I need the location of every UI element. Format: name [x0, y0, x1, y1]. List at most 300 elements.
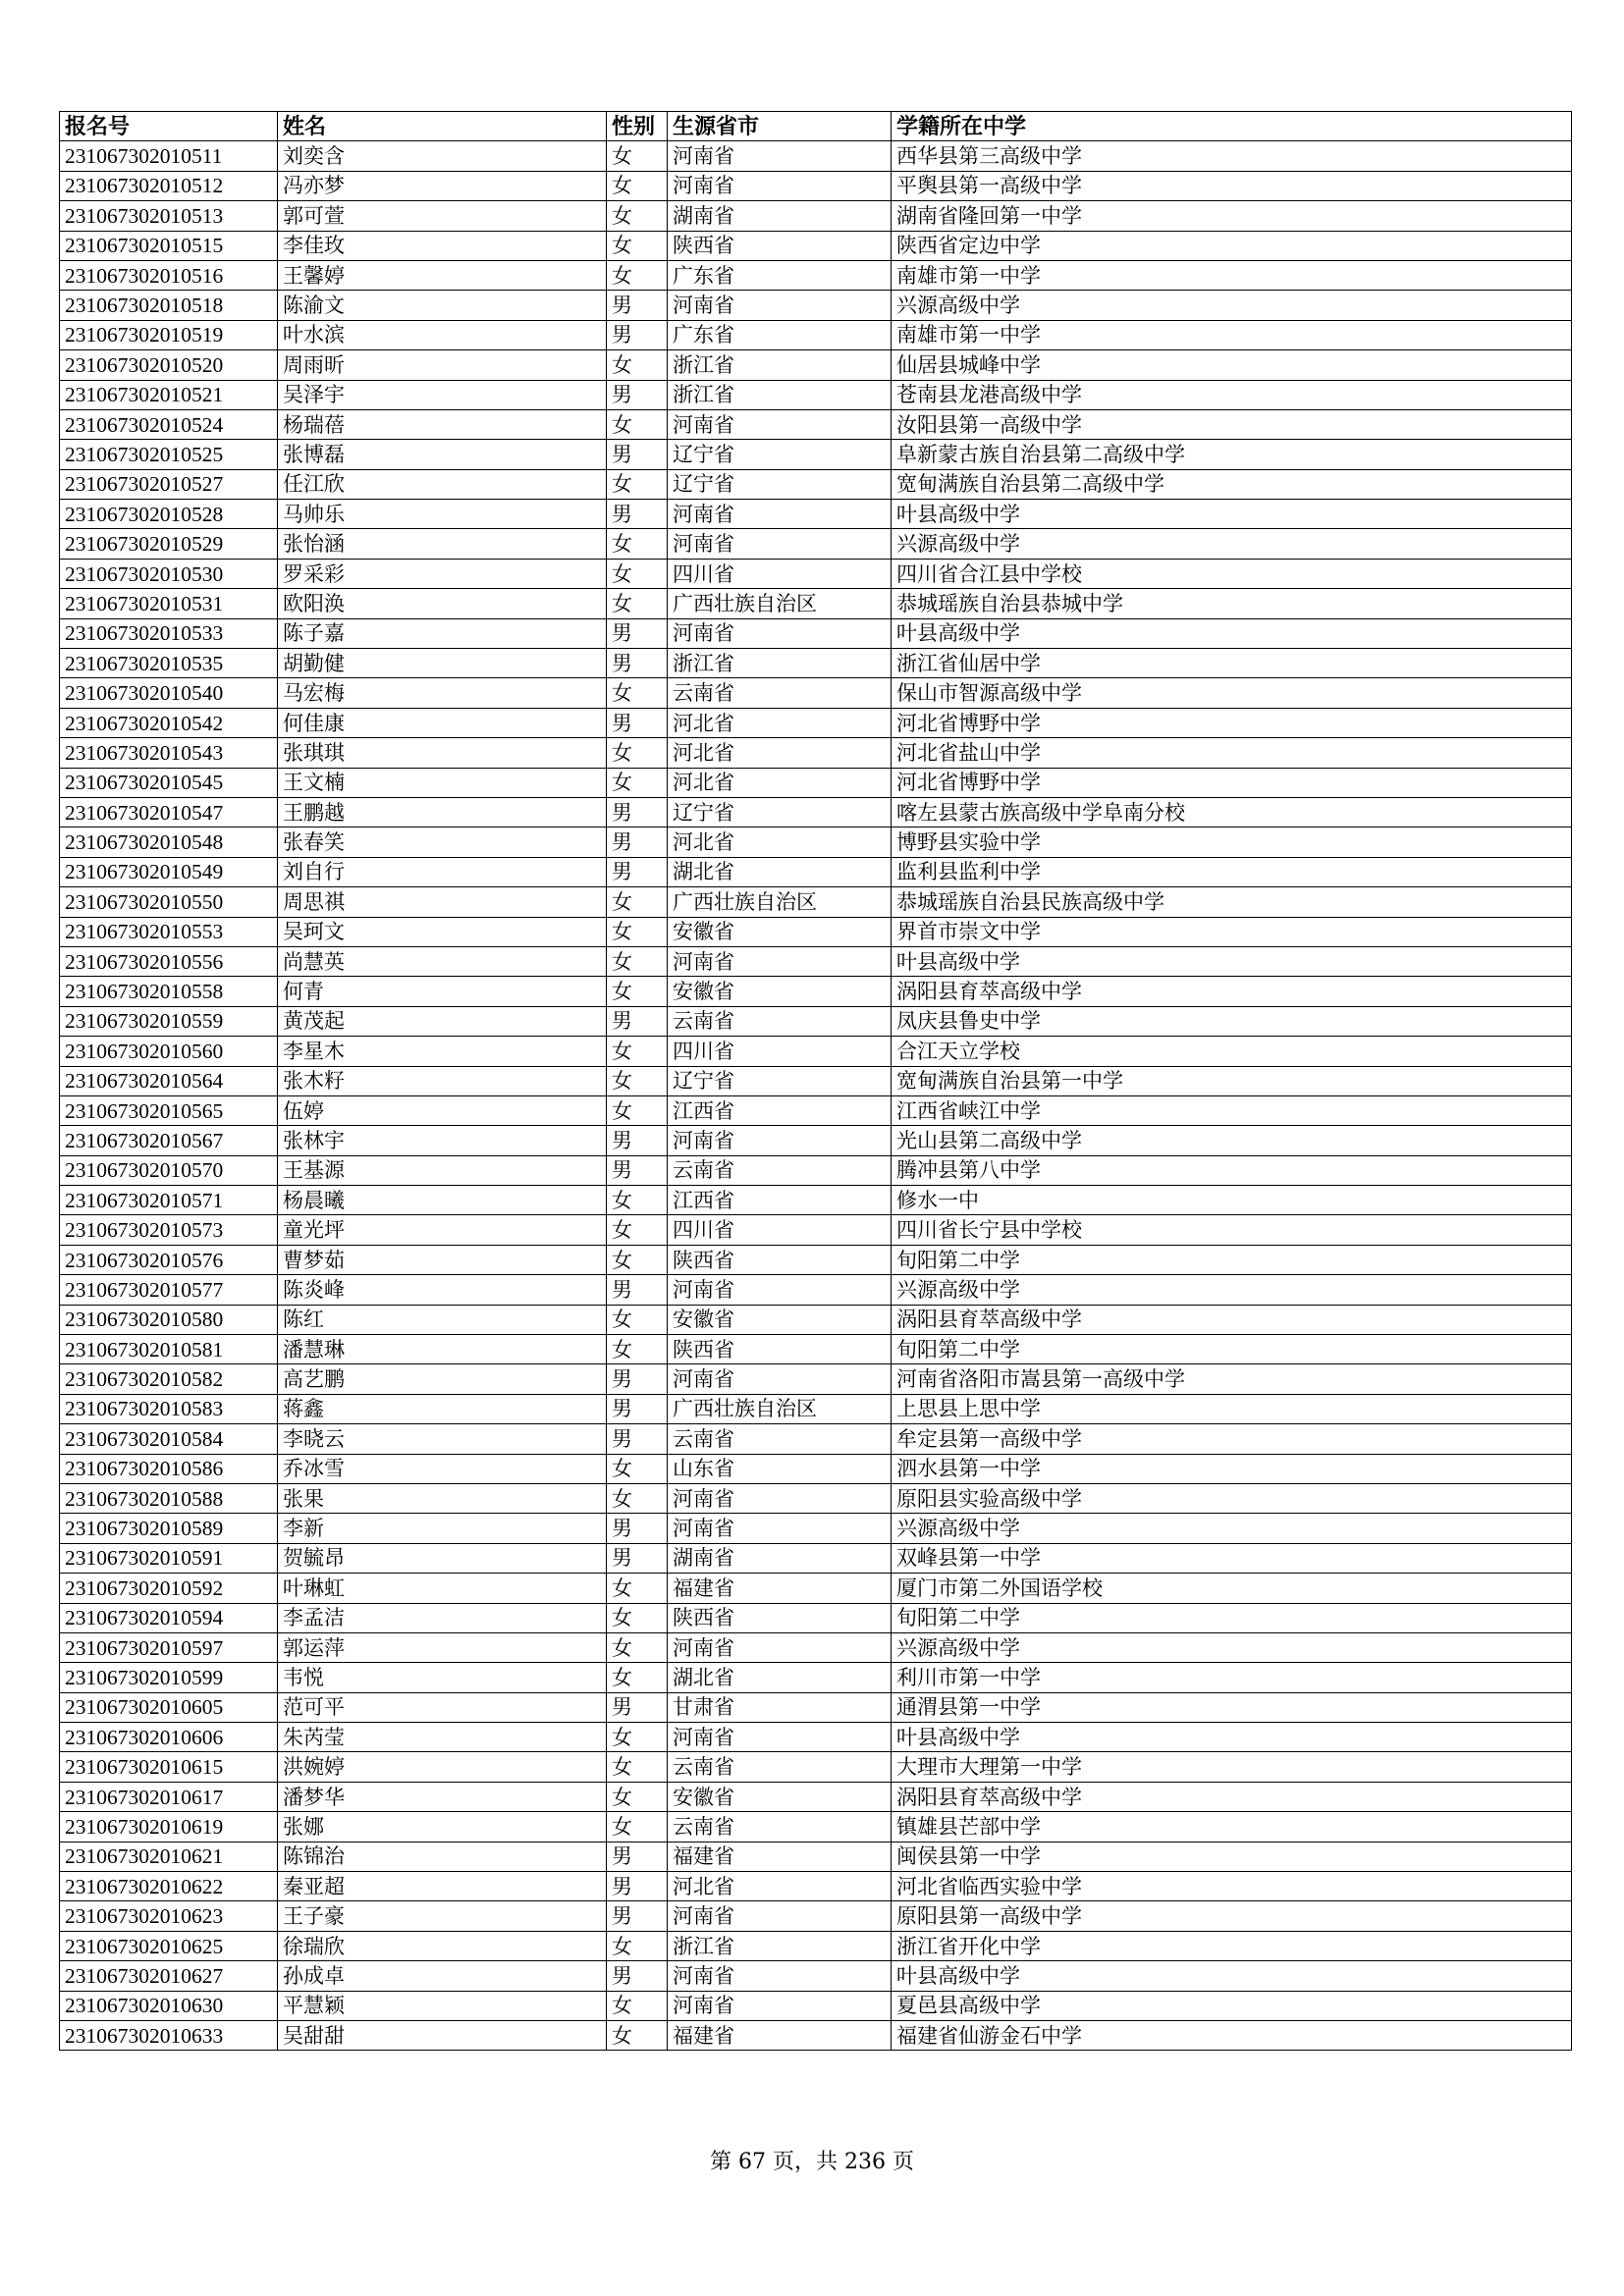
cell-registration-number: 231067302010573	[60, 1215, 278, 1245]
cell-name: 孙成卓	[278, 1961, 607, 1991]
cell-school: 上思县上思中学	[892, 1394, 1572, 1423]
table-row	[60, 201, 1572, 231]
cell-gender: 女	[607, 946, 668, 976]
cell-origin-province: 浙江省	[668, 649, 892, 678]
cell-name: 李孟洁	[278, 1603, 607, 1632]
cell-gender: 女	[607, 1215, 668, 1245]
cell-gender: 女	[607, 678, 668, 708]
cell-origin-province: 云南省	[668, 1006, 892, 1036]
cell-name: 周思祺	[278, 887, 607, 917]
cell-name: 冯亦梦	[278, 171, 607, 200]
table-row	[60, 1006, 1572, 1036]
cell-origin-province: 河南省	[668, 409, 892, 439]
cell-school: 保山市智源高级中学	[892, 678, 1572, 708]
cell-school: 汝阳县第一高级中学	[892, 409, 1572, 439]
table-row	[60, 649, 1572, 678]
table-row	[60, 1454, 1572, 1483]
cell-origin-province: 广东省	[668, 260, 892, 290]
table-row	[60, 857, 1572, 886]
cell-name: 胡勤健	[278, 649, 607, 678]
cell-registration-number: 231067302010606	[60, 1723, 278, 1752]
cell-school: 原阳县实验高级中学	[892, 1483, 1572, 1513]
cell-registration-number: 231067302010518	[60, 291, 278, 320]
table-row	[60, 1305, 1572, 1334]
cell-school: 宽甸满族自治县第一中学	[892, 1066, 1572, 1095]
cell-name: 潘梦华	[278, 1782, 607, 1811]
cell-registration-number: 231067302010581	[60, 1335, 278, 1364]
cell-school: 涡阳县育萃高级中学	[892, 977, 1572, 1006]
cell-gender: 女	[607, 1632, 668, 1662]
cell-school: 涡阳县育萃高级中学	[892, 1305, 1572, 1334]
cell-name: 张春笑	[278, 828, 607, 857]
cell-registration-number: 231067302010558	[60, 977, 278, 1006]
cell-origin-province: 云南省	[668, 1812, 892, 1842]
cell-school: 湖南省隆回第一中学	[892, 201, 1572, 231]
cell-gender: 男	[607, 380, 668, 409]
cell-school: 腾冲县第八中学	[892, 1155, 1572, 1185]
cell-origin-province: 辽宁省	[668, 469, 892, 499]
cell-registration-number: 231067302010525	[60, 440, 278, 469]
cell-gender: 女	[607, 1991, 668, 2020]
cell-name: 王鹏越	[278, 797, 607, 827]
cell-registration-number: 231067302010633	[60, 2021, 278, 2051]
cell-origin-province: 河南省	[668, 618, 892, 648]
cell-name: 李晓云	[278, 1424, 607, 1454]
cell-school: 凤庆县鲁史中学	[892, 1006, 1572, 1036]
cell-name: 叶琳虹	[278, 1574, 607, 1603]
cell-name: 王馨婷	[278, 260, 607, 290]
cell-registration-number: 231067302010550	[60, 887, 278, 917]
cell-origin-province: 广西壮族自治区	[668, 1394, 892, 1423]
cell-origin-province: 安徽省	[668, 917, 892, 946]
table-row	[60, 1514, 1572, 1543]
cell-registration-number: 231067302010570	[60, 1155, 278, 1185]
cell-school: 利川市第一中学	[892, 1663, 1572, 1692]
table-row	[60, 1574, 1572, 1603]
cell-name: 吴甜甜	[278, 2021, 607, 2051]
header-origin-province: 生源省市	[668, 112, 892, 141]
cell-school: 厦门市第二外国语学校	[892, 1574, 1572, 1603]
cell-school: 原阳县第一高级中学	[892, 1901, 1572, 1931]
cell-name: 周雨昕	[278, 350, 607, 380]
cell-gender: 女	[607, 1603, 668, 1632]
cell-registration-number: 231067302010519	[60, 320, 278, 349]
cell-origin-province: 浙江省	[668, 380, 892, 409]
cell-registration-number: 231067302010619	[60, 1812, 278, 1842]
cell-origin-province: 河南省	[668, 946, 892, 976]
cell-name: 王子豪	[278, 1901, 607, 1931]
cell-school: 浙江省开化中学	[892, 1931, 1572, 1960]
cell-gender: 男	[607, 649, 668, 678]
cell-origin-province: 河南省	[668, 1126, 892, 1155]
cell-registration-number: 231067302010627	[60, 1961, 278, 1991]
cell-gender: 女	[607, 469, 668, 499]
cell-name: 王基源	[278, 1155, 607, 1185]
cell-name: 叶水滨	[278, 320, 607, 349]
cell-origin-province: 河南省	[668, 1632, 892, 1662]
cell-name: 陈锦治	[278, 1842, 607, 1871]
cell-school: 浙江省仙居中学	[892, 649, 1572, 678]
cell-name: 陈炎峰	[278, 1275, 607, 1305]
cell-name: 朱芮莹	[278, 1723, 607, 1752]
table-row	[60, 1394, 1572, 1423]
cell-gender: 男	[607, 618, 668, 648]
cell-registration-number: 231067302010622	[60, 1872, 278, 1901]
table-row	[60, 1245, 1572, 1274]
cell-name: 王文楠	[278, 768, 607, 797]
cell-name: 陈红	[278, 1305, 607, 1334]
cell-school: 双峰县第一中学	[892, 1543, 1572, 1573]
cell-school: 河北省盐山中学	[892, 738, 1572, 768]
table-row	[60, 1126, 1572, 1155]
cell-origin-province: 河北省	[668, 738, 892, 768]
cell-gender: 男	[607, 1006, 668, 1036]
cell-name: 贺毓昂	[278, 1543, 607, 1573]
cell-school: 叶县高级中学	[892, 618, 1572, 648]
cell-gender: 男	[607, 320, 668, 349]
cell-gender: 男	[607, 828, 668, 857]
cell-origin-province: 福建省	[668, 1574, 892, 1603]
cell-origin-province: 河南省	[668, 500, 892, 529]
cell-registration-number: 231067302010531	[60, 589, 278, 618]
cell-origin-province: 广西壮族自治区	[668, 887, 892, 917]
table-row	[60, 529, 1572, 559]
cell-registration-number: 231067302010545	[60, 768, 278, 797]
cell-gender: 男	[607, 1842, 668, 1871]
cell-school: 叶县高级中学	[892, 500, 1572, 529]
table-row	[60, 1663, 1572, 1692]
cell-origin-province: 四川省	[668, 559, 892, 588]
cell-registration-number: 231067302010583	[60, 1394, 278, 1423]
cell-name: 韦悦	[278, 1663, 607, 1692]
table-row	[60, 1752, 1572, 1782]
cell-registration-number: 231067302010599	[60, 1663, 278, 1692]
cell-gender: 女	[607, 141, 668, 171]
cell-origin-province: 福建省	[668, 2021, 892, 2051]
cell-gender: 男	[607, 708, 668, 737]
table-header-row	[60, 112, 1572, 141]
cell-gender: 女	[607, 1931, 668, 1960]
cell-origin-province: 四川省	[668, 1037, 892, 1066]
cell-registration-number: 231067302010515	[60, 231, 278, 260]
table-row	[60, 1066, 1572, 1095]
cell-gender: 女	[607, 1335, 668, 1364]
cell-gender: 女	[607, 917, 668, 946]
table-row	[60, 1186, 1572, 1215]
table-row	[60, 1782, 1572, 1811]
cell-school: 河北省博野中学	[892, 708, 1572, 737]
cell-registration-number: 231067302010556	[60, 946, 278, 976]
cell-registration-number: 231067302010567	[60, 1126, 278, 1155]
cell-registration-number: 231067302010582	[60, 1364, 278, 1394]
cell-school: 牟定县第一高级中学	[892, 1424, 1572, 1454]
cell-name: 张怡涵	[278, 529, 607, 559]
cell-name: 徐瑞欣	[278, 1931, 607, 1960]
cell-gender: 男	[607, 500, 668, 529]
cell-name: 伍婷	[278, 1095, 607, 1125]
cell-registration-number: 231067302010571	[60, 1186, 278, 1215]
cell-school: 河北省临西实验中学	[892, 1872, 1572, 1901]
cell-school: 夏邑县高级中学	[892, 1991, 1572, 2020]
cell-gender: 男	[607, 1155, 668, 1185]
header-gender: 性别	[607, 112, 668, 141]
cell-school: 闽侯县第一中学	[892, 1842, 1572, 1871]
cell-gender: 女	[607, 1752, 668, 1782]
cell-gender: 女	[607, 409, 668, 439]
table-row	[60, 141, 1572, 171]
cell-origin-province: 云南省	[668, 1155, 892, 1185]
cell-registration-number: 231067302010547	[60, 797, 278, 827]
cell-school: 平舆县第一高级中学	[892, 171, 1572, 200]
cell-name: 秦亚超	[278, 1872, 607, 1901]
cell-gender: 女	[607, 1723, 668, 1752]
cell-registration-number: 231067302010542	[60, 708, 278, 737]
cell-school: 兴源高级中学	[892, 1632, 1572, 1662]
cell-gender: 女	[607, 1245, 668, 1274]
cell-school: 兴源高级中学	[892, 1514, 1572, 1543]
cell-school: 河南省洛阳市嵩县第一高级中学	[892, 1364, 1572, 1394]
cell-name: 高艺鹏	[278, 1364, 607, 1394]
cell-name: 平慧颖	[278, 1991, 607, 2020]
table-row	[60, 1275, 1572, 1305]
cell-registration-number: 231067302010512	[60, 171, 278, 200]
cell-origin-province: 河南省	[668, 1901, 892, 1931]
table-row	[60, 946, 1572, 976]
table-row	[60, 708, 1572, 737]
cell-origin-province: 河南省	[668, 1961, 892, 1991]
cell-school: 博野县实验中学	[892, 828, 1572, 857]
table-row	[60, 1543, 1572, 1573]
table-row	[60, 917, 1572, 946]
cell-name: 何青	[278, 977, 607, 1006]
cell-school: 光山县第二高级中学	[892, 1126, 1572, 1155]
cell-origin-province: 江西省	[668, 1186, 892, 1215]
cell-school: 兴源高级中学	[892, 529, 1572, 559]
cell-gender: 女	[607, 1782, 668, 1811]
cell-school: 通渭县第一中学	[892, 1692, 1572, 1722]
table-row	[60, 171, 1572, 200]
cell-origin-province: 河北省	[668, 768, 892, 797]
table-row	[60, 1723, 1572, 1752]
cell-name: 黄茂起	[278, 1006, 607, 1036]
cell-registration-number: 231067302010605	[60, 1692, 278, 1722]
table-row	[60, 2021, 1572, 2051]
cell-registration-number: 231067302010527	[60, 469, 278, 499]
cell-registration-number: 231067302010553	[60, 917, 278, 946]
table-row	[60, 231, 1572, 260]
cell-registration-number: 231067302010521	[60, 380, 278, 409]
cell-name: 杨晨曦	[278, 1186, 607, 1215]
cell-origin-province: 湖南省	[668, 201, 892, 231]
cell-origin-province: 陕西省	[668, 1335, 892, 1364]
header-school: 学籍所在中学	[892, 112, 1572, 141]
cell-origin-province: 安徽省	[668, 977, 892, 1006]
cell-registration-number: 231067302010564	[60, 1066, 278, 1095]
cell-origin-province: 四川省	[668, 1215, 892, 1245]
cell-origin-province: 甘肃省	[668, 1692, 892, 1722]
table-row	[60, 1155, 1572, 1185]
cell-registration-number: 231067302010530	[60, 559, 278, 588]
cell-registration-number: 231067302010524	[60, 409, 278, 439]
cell-name: 童光坪	[278, 1215, 607, 1245]
cell-gender: 男	[607, 1275, 668, 1305]
cell-school: 苍南县龙港高级中学	[892, 380, 1572, 409]
cell-gender: 女	[607, 1812, 668, 1842]
table-row	[60, 618, 1572, 648]
table-row	[60, 469, 1572, 499]
cell-name: 乔冰雪	[278, 1454, 607, 1483]
cell-registration-number: 231067302010625	[60, 1931, 278, 1960]
cell-name: 张林宇	[278, 1126, 607, 1155]
cell-origin-province: 山东省	[668, 1454, 892, 1483]
cell-school: 西华县第三高级中学	[892, 141, 1572, 171]
cell-gender: 女	[607, 1454, 668, 1483]
table-row	[60, 1364, 1572, 1394]
cell-name: 曹梦茹	[278, 1245, 607, 1274]
cell-gender: 女	[607, 201, 668, 231]
cell-registration-number: 231067302010511	[60, 141, 278, 171]
cell-gender: 女	[607, 1095, 668, 1125]
cell-origin-province: 河南省	[668, 529, 892, 559]
cell-gender: 男	[607, 1543, 668, 1573]
cell-school: 镇雄县芒部中学	[892, 1812, 1572, 1842]
cell-registration-number: 231067302010623	[60, 1901, 278, 1931]
cell-origin-province: 河南省	[668, 291, 892, 320]
cell-registration-number: 231067302010533	[60, 618, 278, 648]
cell-name: 陈子嘉	[278, 618, 607, 648]
cell-origin-province: 河南省	[668, 1364, 892, 1394]
cell-registration-number: 231067302010615	[60, 1752, 278, 1782]
cell-origin-province: 安徽省	[668, 1782, 892, 1811]
cell-origin-province: 安徽省	[668, 1305, 892, 1334]
cell-gender: 女	[607, 2021, 668, 2051]
cell-registration-number: 231067302010576	[60, 1245, 278, 1274]
cell-origin-province: 辽宁省	[668, 440, 892, 469]
table-row	[60, 887, 1572, 917]
table-row	[60, 977, 1572, 1006]
table-row	[60, 1632, 1572, 1662]
table-body	[60, 141, 1572, 2051]
cell-name: 李星木	[278, 1037, 607, 1066]
cell-gender: 女	[607, 529, 668, 559]
cell-origin-province: 河南省	[668, 1514, 892, 1543]
cell-registration-number: 231067302010591	[60, 1543, 278, 1573]
cell-gender: 男	[607, 440, 668, 469]
cell-origin-province: 广东省	[668, 320, 892, 349]
cell-registration-number: 231067302010586	[60, 1454, 278, 1483]
cell-gender: 女	[607, 1037, 668, 1066]
table-row	[60, 678, 1572, 708]
cell-origin-province: 湖南省	[668, 1543, 892, 1573]
cell-school: 喀左县蒙古族高级中学阜南分校	[892, 797, 1572, 827]
cell-origin-province: 福建省	[668, 1842, 892, 1871]
cell-gender: 女	[607, 1483, 668, 1513]
cell-gender: 女	[607, 260, 668, 290]
cell-registration-number: 231067302010584	[60, 1424, 278, 1454]
table-row	[60, 828, 1572, 857]
cell-school: 江西省峡江中学	[892, 1095, 1572, 1125]
cell-origin-province: 浙江省	[668, 350, 892, 380]
cell-registration-number: 231067302010592	[60, 1574, 278, 1603]
cell-gender: 女	[607, 977, 668, 1006]
cell-registration-number: 231067302010589	[60, 1514, 278, 1543]
cell-gender: 女	[607, 1663, 668, 1692]
cell-origin-province: 陕西省	[668, 1603, 892, 1632]
table-row	[60, 768, 1572, 797]
table-row	[60, 797, 1572, 827]
cell-gender: 男	[607, 1364, 668, 1394]
cell-school: 合江天立学校	[892, 1037, 1572, 1066]
cell-origin-province: 云南省	[668, 1424, 892, 1454]
cell-name: 刘自行	[278, 857, 607, 886]
cell-origin-province: 湖北省	[668, 857, 892, 886]
cell-registration-number: 231067302010617	[60, 1782, 278, 1811]
page-number: 第 67 页，共 236 页	[710, 2150, 914, 2174]
cell-gender: 男	[607, 1394, 668, 1423]
cell-registration-number: 231067302010516	[60, 260, 278, 290]
table-row	[60, 320, 1572, 349]
table-row	[60, 1812, 1572, 1842]
cell-registration-number: 231067302010543	[60, 738, 278, 768]
cell-origin-province: 河南省	[668, 1723, 892, 1752]
cell-school: 南雄市第一中学	[892, 260, 1572, 290]
cell-origin-province: 浙江省	[668, 1931, 892, 1960]
cell-name: 张娜	[278, 1812, 607, 1842]
cell-gender: 男	[607, 1961, 668, 1991]
cell-school: 旬阳第二中学	[892, 1603, 1572, 1632]
cell-school: 河北省博野中学	[892, 768, 1572, 797]
table-row	[60, 1483, 1572, 1513]
table-row	[60, 589, 1572, 618]
cell-registration-number: 231067302010597	[60, 1632, 278, 1662]
table-row	[60, 559, 1572, 588]
cell-gender: 男	[607, 1872, 668, 1901]
cell-name: 吴珂文	[278, 917, 607, 946]
roster-table	[59, 111, 1572, 2051]
cell-registration-number: 231067302010560	[60, 1037, 278, 1066]
cell-gender: 男	[607, 1126, 668, 1155]
cell-registration-number: 231067302010528	[60, 500, 278, 529]
cell-registration-number: 231067302010540	[60, 678, 278, 708]
cell-name: 洪婉婷	[278, 1752, 607, 1782]
table-row	[60, 1901, 1572, 1931]
table-row	[60, 260, 1572, 290]
cell-name: 郭可萱	[278, 201, 607, 231]
cell-gender: 男	[607, 1901, 668, 1931]
table-row	[60, 1424, 1572, 1454]
header-name: 姓名	[278, 112, 607, 141]
cell-name: 马帅乐	[278, 500, 607, 529]
table-row	[60, 1872, 1572, 1901]
cell-school: 旬阳第二中学	[892, 1245, 1572, 1274]
cell-name: 李佳玫	[278, 231, 607, 260]
cell-origin-province: 湖北省	[668, 1663, 892, 1692]
cell-origin-province: 河南省	[668, 171, 892, 200]
cell-registration-number: 231067302010621	[60, 1842, 278, 1871]
table-row	[60, 380, 1572, 409]
cell-name: 何佳康	[278, 708, 607, 737]
cell-gender: 男	[607, 857, 668, 886]
cell-origin-province: 河南省	[668, 141, 892, 171]
cell-school: 仙居县城峰中学	[892, 350, 1572, 380]
cell-name: 吴泽宇	[278, 380, 607, 409]
cell-name: 潘慧琳	[278, 1335, 607, 1364]
cell-name: 范可平	[278, 1692, 607, 1722]
cell-origin-province: 河北省	[668, 708, 892, 737]
cell-school: 阜新蒙古族自治县第二高级中学	[892, 440, 1572, 469]
cell-gender: 女	[607, 768, 668, 797]
table-row	[60, 738, 1572, 768]
